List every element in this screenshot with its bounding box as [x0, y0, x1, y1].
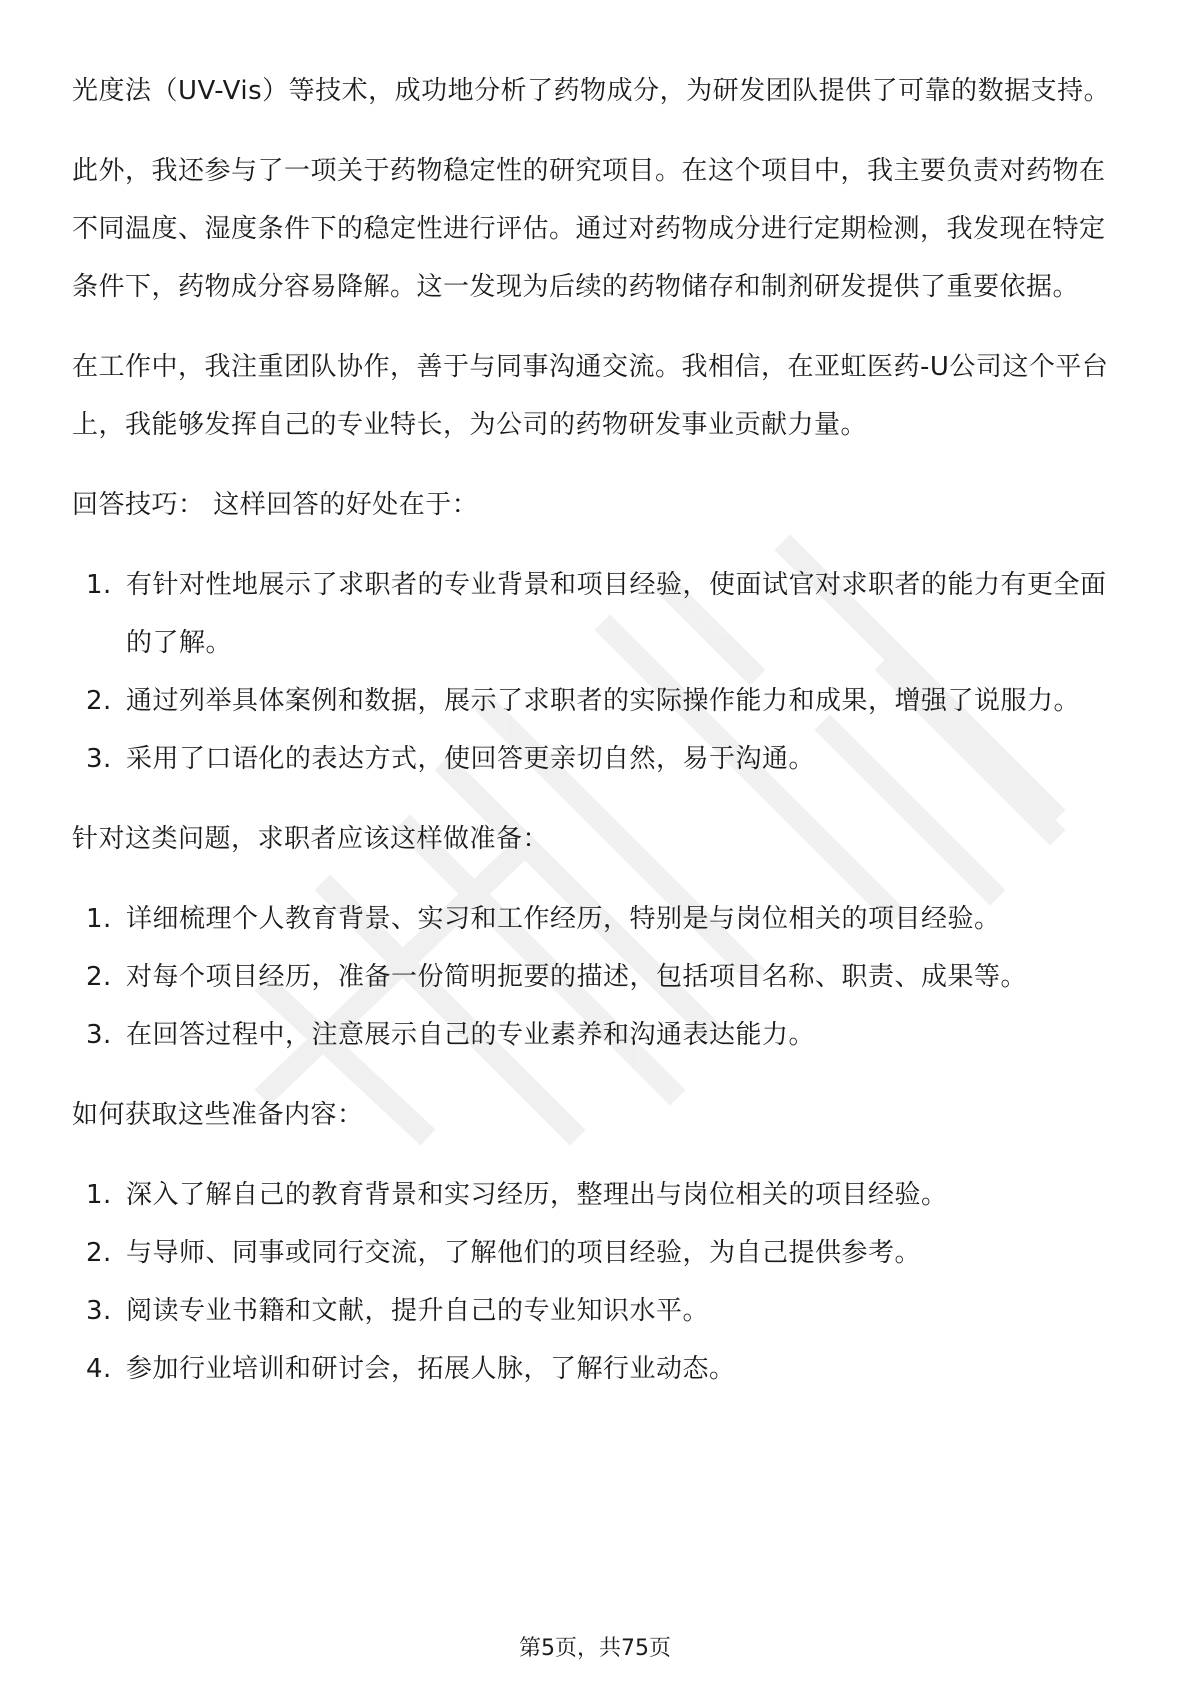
tips-heading: 回答技巧： 这样回答的好处在于：: [72, 490, 479, 520]
list-item-text: 详细梳理个人教育背景、实习和工作经历，特别是与岗位相关的项目经验。: [126, 904, 1001, 934]
list-number: 1.: [86, 570, 112, 600]
list-item-text: 采用了口语化的表达方式，使回答更亲切自然，易于沟通。: [126, 744, 816, 774]
paragraph-teamwork: 在工作中，我注重团队协作，善于与同事沟通交流。我相信，在亚虹医药-U公司这个平台上，我能够发挥自己的专业特长，为公司的药物研发事业贡献力量。: [72, 352, 1109, 440]
list-number: 3.: [86, 1296, 112, 1326]
list-item: [72, 1282, 1122, 1340]
page-number: 第5页，共75页: [519, 1636, 671, 1661]
list-item: [72, 1224, 1122, 1282]
list-number: 3.: [86, 1020, 112, 1050]
list-item: [72, 1006, 1122, 1064]
list-number: 4.: [86, 1354, 112, 1384]
list-number: 2.: [86, 686, 112, 716]
paragraph-stability-project: 此外，我还参与了一项关于药物稳定性的研究项目。在这个项目中，我主要负责对药物在不同温度、湿度条件下的稳定性进行评估。通过对药物成分进行定期检测，我发现在特定条件下，药物成分容易降解。这一发现为后续的药物储存和制剂研发提供了重要依据。: [72, 156, 1106, 302]
list-number: 3.: [86, 744, 112, 774]
list-number: 1.: [86, 904, 112, 934]
list-item-text: 有针对性地展示了求职者的专业背景和项目经验，使面试官对求职者的能力有更全面的了解。: [126, 570, 1107, 658]
list-item: [72, 890, 1122, 948]
list-number: 1.: [86, 1180, 112, 1210]
list-number: 2.: [86, 962, 112, 992]
list-item: [72, 948, 1122, 1006]
list-item: [72, 556, 1122, 672]
list-item: [72, 1166, 1122, 1224]
list-item-text: 参加行业培训和研讨会，拓展人脉，了解行业动态。: [126, 1354, 736, 1384]
list-item-text: 深入了解自己的教育背景和实习经历，整理出与岗位相关的项目经验。: [126, 1180, 948, 1210]
list-number: 2.: [86, 1238, 112, 1268]
list-item-text: 对每个项目经历，准备一份简明扼要的描述，包括项目名称、职责、成果等。: [126, 962, 1028, 992]
prepare-list: [72, 890, 1122, 1064]
list-item-text: 在回答过程中，注意展示自己的专业素养和沟通表达能力。: [126, 1020, 816, 1050]
obtain-heading: 如何获取这些准备内容：: [72, 1100, 364, 1130]
list-item: [72, 672, 1122, 730]
paragraph-method: 光度法（UV-Vis）等技术，成功地分析了药物成分，为研发团队提供了可靠的数据支持。: [72, 76, 1111, 106]
list-item: [72, 730, 1122, 788]
list-item-text: 与导师、同事或同行交流，了解他们的项目经验，为自己提供参考。: [126, 1238, 922, 1268]
tips-list: [72, 556, 1122, 788]
list-item: [72, 1340, 1122, 1398]
list-item-text: 阅读专业书籍和文献，提升自己的专业知识水平。: [126, 1296, 710, 1326]
document-body: [72, 62, 1122, 1420]
obtain-list: [72, 1166, 1122, 1398]
prepare-heading: 针对这类问题，求职者应该这样做准备：: [72, 824, 550, 854]
list-item-text: 通过列举具体案例和数据，展示了求职者的实际操作能力和成果，增强了说服力。: [126, 686, 1081, 716]
